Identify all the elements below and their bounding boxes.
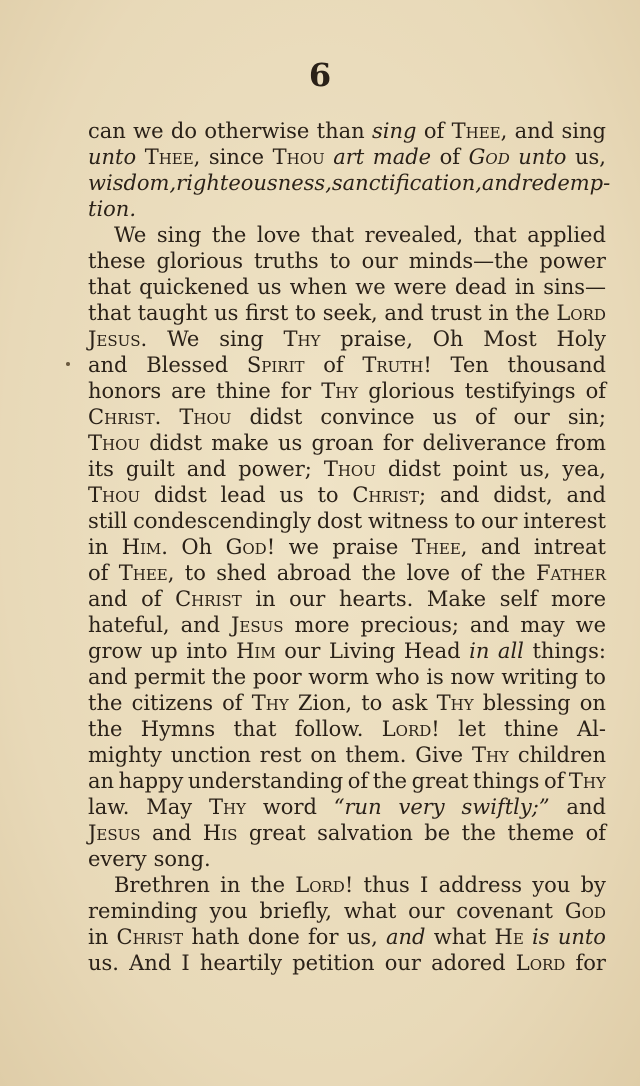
ink-spot <box>66 362 70 366</box>
text-line: Thou didst make us groan for deliverance from <box>88 431 606 455</box>
page-number: 6 <box>308 56 332 94</box>
text-line: of Thee, to shed abroad the love of the Father <box>88 561 606 585</box>
text-line: tion. <box>88 197 136 221</box>
text-line: an happy understanding of the great things of Thy <box>88 769 606 793</box>
text-line: law. May Thy word “run very swiftly;” and <box>88 795 606 819</box>
text-line: mighty unction rest on them. Give Thy children <box>88 743 606 767</box>
text-line: We sing the love that revealed, that applied <box>114 223 606 247</box>
text-line: and of Christ in our hearts. Make self more <box>88 587 606 611</box>
text-line: reminding you briefly, what our covenant God <box>88 899 606 923</box>
text-line: can we do otherwise than sing of Thee, and sing <box>88 119 606 143</box>
text-line: hateful, and Jesus more precious; and may we <box>88 613 606 637</box>
text-line: Christ. Thou didst convince us of our sin; <box>88 405 606 429</box>
text-line: that taught us first to seek, and trust in the Lord <box>88 301 606 325</box>
text-line: wisdom, righteousness, sanctification, and redemp- <box>88 171 611 195</box>
text-line: honors are thine for Thy glorious testifyings of <box>88 379 606 403</box>
body-text <box>88 118 611 976</box>
text-line: these glorious truths to our minds—the power <box>88 249 606 273</box>
text-line: in Him. Oh God! we praise Thee, and intreat <box>88 535 606 559</box>
text-line: us. And I heartily petition our adored Lord for <box>88 951 606 975</box>
text-line: unto Thee, since Thou art made of God unto us, <box>88 145 606 169</box>
text-line: its guilt and power; Thou didst point us, yea, <box>88 457 606 481</box>
text-line: and Blessed Spirit of Truth! Ten thousand <box>88 353 606 377</box>
text-line: still condescendingly dost witness to our interest <box>88 509 606 533</box>
text-line: that quickened us when we were dead in sins— <box>88 275 606 299</box>
text-line: the Hymns that follow. Lord! let thine Al- <box>88 717 606 741</box>
text-line: every song. <box>88 847 211 871</box>
text-line: Brethren in the Lord! thus I address you by <box>114 873 606 897</box>
text-line: and permit the poor worm who is now writing to <box>88 665 606 689</box>
text-line: the citizens of Thy Zion, to ask Thy blessing on <box>88 691 606 715</box>
text-line: grow up into Him our Living Head in all things: <box>88 639 606 663</box>
text-line: Jesus and His great salvation be the theme of <box>88 821 606 845</box>
text-line: in Christ hath done for us, and what He is unto <box>88 925 606 949</box>
text-line: Thou didst lead us to Christ; and didst, and <box>88 483 606 507</box>
text-line: Jesus. We sing Thy praise, Oh Most Holy <box>88 327 606 351</box>
